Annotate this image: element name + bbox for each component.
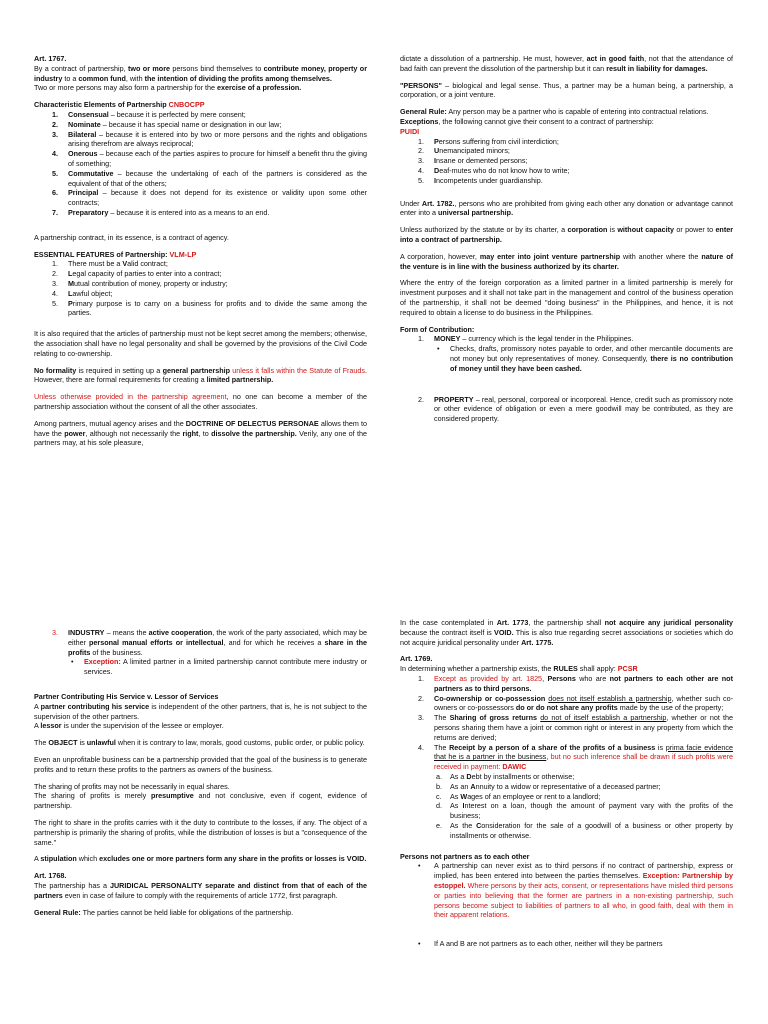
page2-right-column: [400, 618, 733, 956]
contribution-list: [400, 334, 733, 373]
list-item: 3. INDUSTRY – means the active cooperation, the work of the party associated, which may be either personal manual efforts or intellectual, and for which he receives a share in the profits of the business. • Exception: A limited partner in a limited partnership cannot contribute mere industry or services.: [52, 628, 367, 677]
art1769-heading: Art. 1769.: [400, 654, 433, 664]
contribution-list-2: [400, 395, 733, 424]
presumptive-paragraph: The sharing of profits is merely presumptive and not conclusive, even if cogent, evidence of partnership.: [34, 791, 367, 811]
contribution-heading: Form of Contribution:: [400, 324, 475, 334]
rules-list: [400, 674, 733, 841]
list-item: • A partnership can never exist as to third persons if no contract of partnership, express or implied, has been entered into between the parties themselves. Exception: Partnership by estoppel. Where persons by their acts, consent, or representations have misled third persons or parties into believing that the former are partners in a non-existing partnership, such persons become subject to liabilities of partners to all who, in good faith, deal with them in their apparent relations.: [418, 861, 733, 920]
art1767-paragraph: By a contract of partnership, two or more persons bind themselves to contribute money, property or industry to a common fund, with the intention of dividing the profits among themselves.: [34, 63, 367, 83]
persons-paragraph: "PERSONS" – biological and legal sense. Thus, a partner may be a human being, a partnership, a corporation, or a joint venture.: [400, 80, 733, 100]
characteristic-list: [34, 110, 367, 218]
list-item: 2. Nominate – because it has special name or designation in our law;: [52, 119, 282, 129]
lessor-heading: Partner Contributing His Service v. Lessor of Services: [34, 691, 219, 701]
list-item: 4. Deaf-mutes who do not know how to write;: [418, 165, 570, 175]
list-item: 2. PROPERTY – real, personal, corporeal or incorporeal. Hence, credit such as promissory note or other evidence of obligation or even a mere goodwill may be contributed, as they are considered property.: [418, 394, 733, 424]
list-item: a. As a Debt by installments or otherwise;: [436, 771, 575, 781]
not-partners-list: [400, 861, 733, 920]
liability-paragraph: General Rule: The parties cannot be held liable for obligations of the partnership.: [34, 907, 294, 917]
list-item: b. As an Annuity to a widow or representative of a deceased partner;: [436, 781, 661, 791]
list-item: 2. Legal capacity of parties to enter into a contract;: [52, 269, 222, 279]
sharing-paragraph: The sharing of profits may not be necessarily in equal shares.: [34, 781, 230, 791]
list-item: 3. The Sharing of gross returns do not of itself establish a partnership, whether or not the persons sharing them have a joint or common right or interest in any property from which the returns are derived;: [418, 713, 733, 742]
list-item: • Exception: A limited partner in a limited partnership cannot contribute mere industry or services.: [71, 657, 367, 677]
list-item: 1. Except as provided by art. 1825, Persons who are not partners to each other are not partners as to third persons.: [418, 673, 733, 693]
list-item: 1. Persons suffering from civil interdiction;: [418, 136, 559, 146]
general-rule-paragraph: General Rule: Any person may be a partner who is capable of entering into contractual relations.: [400, 107, 709, 117]
joint-venture-paragraph: A corporation, however, may enter into joint venture partnership with another where the nature of the venture is in line with the business authorized by its charter.: [400, 251, 733, 271]
art1768-heading: Art. 1768.: [34, 871, 67, 881]
list-item: c. As Wages of an employee or rent to a landlord;: [436, 791, 601, 801]
list-item: 2. Unemancipated minors;: [418, 146, 510, 156]
list-item: 5. Commutative – because the undertaking of each of the partners is considered as the equivalent of that of the others;: [52, 168, 367, 188]
list-item: 4. Lawful object;: [52, 288, 113, 298]
list-item: e. As the Consideration for the sale of a goodwill of a business or other property by installments or otherwise.: [436, 820, 733, 840]
exceptions-acronym: PUIDI: [400, 126, 420, 136]
essential-list: [34, 259, 367, 318]
dissolution-paragraph: dictate a dissolution of a partnership. He must, however, act in good faith, not that the attendance of bad faith can prevent the dissolution of the partnership but it can result in liability for damages.: [400, 54, 733, 73]
exceptions-paragraph: Exceptions, the following cannot give their consent to a contract of partnership:: [400, 116, 654, 126]
stipulation-paragraph: A stipulation which excludes one or more partners form any share in the profits or losses is VOID.: [34, 854, 367, 864]
agency-paragraph: A partnership contract, in its essence, is a contract of agency.: [34, 232, 229, 242]
list-item: 5. Incompetents under guardianship.: [418, 175, 543, 185]
list-item: 3. Insane or demented persons;: [418, 156, 528, 166]
list-item: 4. Onerous – because each of the parties aspires to procure for himself a benefit thru the giving of something;: [52, 149, 367, 168]
not-partners-list-2: [400, 939, 733, 949]
lessor-paragraph-2: A lessor is under the supervision of the lessee or employer.: [34, 721, 224, 731]
page2-left-column: [34, 618, 367, 924]
art1773-paragraph: In the case contemplated in Art. 1773, the partnership shall not acquire any juridical personality because the contract itself is VOID. This is also true regarding secret associations or societies which do not acquire juridical personality under Art. 1775.: [400, 618, 734, 647]
secret-paragraph: It is also required that the articles of partnership must not be kept secret among the members; otherwise, the association shall have no legal personality and shall be governed by the provisions of the Civil Code relating to co-ownership.: [34, 329, 367, 358]
list-item: 3. Bilateral – because it is entered into by two or more persons and the rights and obligations arising therefrom are always reciprocal;: [52, 129, 367, 149]
rules-paragraph: In determining whether a partnership exists, the RULES shall apply: PCSR: [400, 664, 638, 674]
object-paragraph: The OBJECT is unlawful when it is contrary to law, morals, good customs, public order, or public policy.: [34, 738, 365, 748]
list-item: • If A and B are not partners as to each other, neither will they be partners: [418, 939, 663, 949]
not-partners-heading: Persons not partners as to each other: [400, 851, 530, 861]
list-item: 3. Mutual contribution of money, property or industry;: [52, 278, 228, 288]
list-item: 7. Preparatory – because it is entered into as a means to an end.: [52, 207, 270, 217]
list-item: 2. Co-ownership or co-possession does not itself establish a partnership, whether such co-owners or co-possessors do or do not share any profits made by the use of the property;: [418, 693, 733, 713]
art1767-paragraph-2: Two or more persons may also form a partnership for the exercise of a profession.: [34, 83, 302, 93]
list-item: d. As Interest on a loan, though the amount of payment vary with the profits of the business;: [436, 801, 733, 821]
essential-heading: ESSENTIAL FEATURES of Partnership: VLM-LP: [34, 249, 197, 259]
list-item: 5. Primary purpose is to carry on a business for profits and to divide the same among the parties.: [52, 298, 367, 318]
art1767-heading: Art. 1767.: [34, 54, 67, 63]
list-item: 1. There must be a Valid contract;: [52, 259, 168, 269]
characteristic-heading: Characteristic Elements of Partnership CNBOCPP: [34, 100, 205, 110]
lessor-paragraph: A partner contributing his service is independent of the other partners, that is, he is not subject to the supervision of the other partners.: [34, 701, 368, 721]
list-item: • Checks, drafts, promissory notes payable to order, and other mercantile documents are not money but only representatives of money. Consequently, there is no contribution of money until they have been cashed.: [437, 344, 733, 373]
page1-right-column: [400, 54, 733, 431]
list-item: 1. Consensual – because it is perfected by mere consent;: [52, 109, 246, 119]
industry-list: [34, 628, 367, 677]
list-item: 4. The Receipt by a person of a share of the profits of a business is prima facie evidence that he is a partner in the business, but no such inference shall be drawn if such profits were received in payment: DAWIC a. As a Debt by installments or otherwise; b. As an Annuity to a widow or representative of a deceased partner; c. As Wages of an employee or rent to a landlord; d. As Interest on a loan, though the amount of payment vary with the profits of the business; e. As the Consideration for the sale of a goodwill of a business or other property by installments or otherwise.: [418, 742, 733, 840]
corporation-paragraph: Unless authorized by the statute or by its charter, a corporation is without capacity or power to enter into a contract of partnership.: [400, 225, 734, 244]
list-item: 1. MONEY – currency which is the legal tender in the Philippines. • Checks, drafts, promissory notes payable to order, and other mercantile documents are not money but only representatives of money. Consequently, there is no contribution of money until they have been cashed.: [418, 334, 733, 373]
foreign-corporation-paragraph: Where the entry of the foreign corporation as a limited partner in a limited partnership is merely for investment purposes and it shall not take part in the management and control of the business operation of the partnership, it shall not be deemed "doing business" in the Philippines, and hence, it is not required to obtain a license to do business in the Philippines.: [400, 278, 733, 317]
art1768-paragraph: The partnership has a JURIDICAL PERSONALITY separate and distinct from that of each of the partners even in case of failure to comply with the requirements of article 1772, first paragraph.: [34, 880, 367, 900]
losses-paragraph: The right to share in the profits carries with it the duty to contribute to the losses, if any. The object of a partnership is primarily the sharing of profits, while the distribution of losses is but a "consequence of the same.": [34, 817, 367, 847]
list-item: 6. Principal – because it does not depend for its existence or validity upon some other contracts;: [52, 188, 367, 208]
exceptions-list: [400, 137, 733, 186]
formality-paragraph: No formality is required in setting up a general partnership unless it falls within the Statute of Frauds. However, there are formal requirements for creating a limited partnership.: [34, 365, 368, 385]
dawic-list: [434, 772, 733, 841]
unprofitable-paragraph: Even an unprofitable business can be a partnership provided that the goal of the business is to generate profits and to return these profits to the partners as owners of the business.: [34, 754, 367, 774]
delectus-paragraph: Among partners, mutual agency arises and the DOCTRINE OF DELECTUS PERSONAE allows them to have the power, although not necessarily the right, to dissolve the partnership. Verily, any one of the partners may, at his sole pleasure,: [34, 418, 367, 448]
art1782-paragraph: Under Art. 1782., persons who are prohibited from giving each other any donation or advantage cannot enter into a universal partnership.: [400, 198, 733, 218]
consent-paragraph: Unless otherwise provided in the partnership agreement, no one can become a member of the partnership association without the consent of all the other associates.: [34, 392, 367, 411]
page1-left-column: [34, 54, 367, 455]
